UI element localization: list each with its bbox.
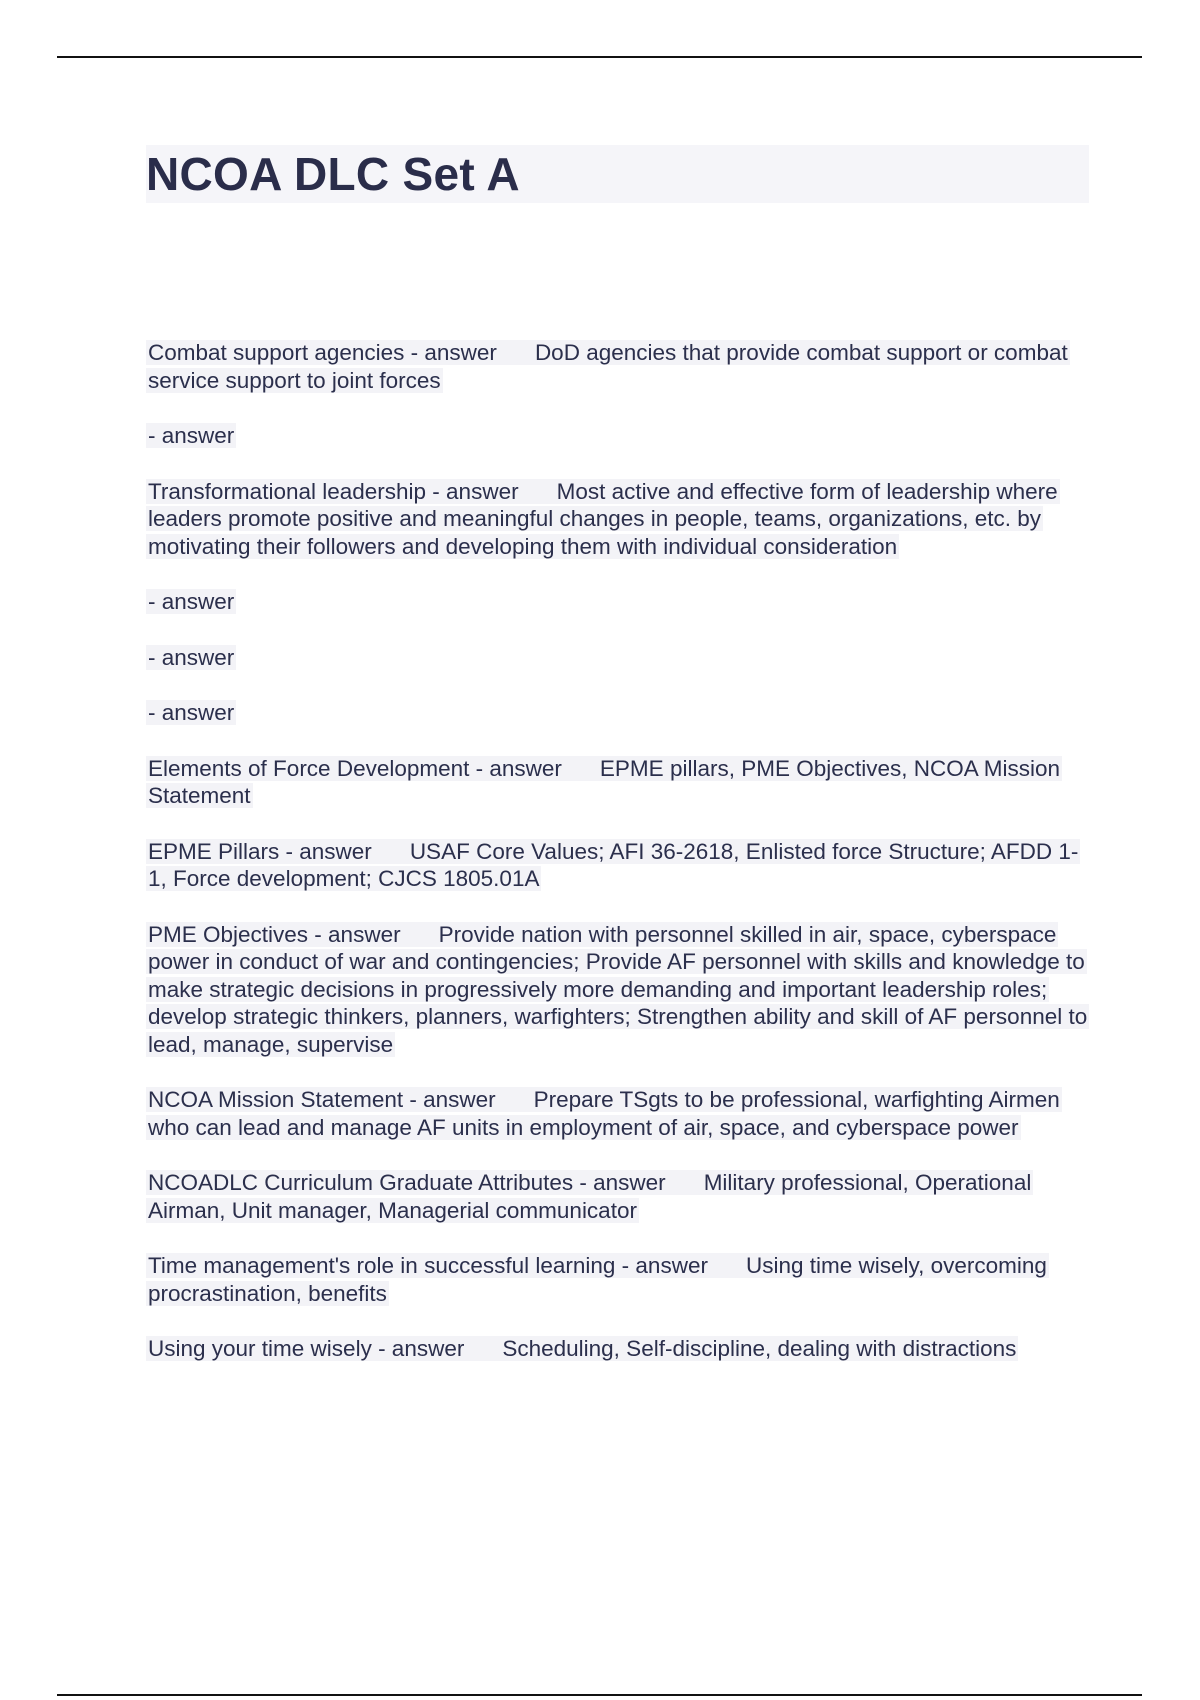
top-rule	[57, 56, 1142, 58]
entry-term: Elements of Force Development - answer	[148, 755, 562, 781]
entry-term: Using your time wisely - answer	[148, 1336, 465, 1361]
flashcard-entry	[146, 588, 1091, 616]
entry-definition: Provide nation with personnel skilled in air, space, cyberspace power in conduct of war and contingencies; Provide AF personnel with skills and knowledge to make strategic decisions in progressively more demanding and important leadership roles; develop strategic thinkers, planners, warfighters; Strengthen ability and skill of AF personnel to lead, manage, supervise	[148, 921, 1088, 1057]
entry-definition: EPME pillars, PME Objectives, NCOA Mission Statement	[148, 755, 1061, 808]
flashcard-entry	[146, 478, 1091, 561]
entry-term: Combat support agencies - answer	[148, 340, 497, 365]
entry-definition: Using time wisely, overcoming procrastination, benefits	[148, 1253, 1047, 1306]
flashcard-entry	[146, 1169, 1091, 1224]
entry-term: - answer	[148, 700, 235, 725]
flashcard-entry	[146, 1252, 1091, 1307]
entry-term: - answer	[148, 423, 235, 448]
flashcard-entry	[146, 699, 1091, 727]
flashcard-entry	[146, 921, 1091, 1059]
page-title: NCOA DLC Set A	[146, 145, 1089, 203]
entry-term: Time management's role in successful learning - answer	[148, 1253, 708, 1278]
flashcard-list	[146, 339, 1091, 1391]
entry-term: - answer	[148, 589, 235, 614]
entry-term: PME Objectives - answer	[148, 921, 401, 947]
entry-term: NCOADLC Curriculum Graduate Attributes - answer	[148, 1170, 666, 1195]
entry-definition: USAF Core Values; AFI 36-2618, Enlisted force Structure; AFDD 1-1, Force development; CJCS 1805.01A	[148, 838, 1079, 891]
entry-term: EPME Pillars - answer	[148, 838, 372, 864]
flashcard-entry	[146, 422, 1091, 450]
entry-definition: Scheduling, Self-discipline, dealing with distractions	[502, 1336, 1017, 1361]
entry-term: - answer	[148, 644, 235, 670]
entry-definition: Military professional, Operational Airman, Unit manager, Managerial communicator	[148, 1170, 1032, 1223]
entry-term: Transformational leadership - answer	[148, 478, 519, 504]
entry-definition: DoD agencies that provide combat support or combat service support to joint forces	[148, 340, 1068, 393]
entry-definition: Most active and effective form of leadership where leaders promote positive and meaningful changes in people, teams, organizations, etc. by motivating their followers and developing them with individual consideration	[148, 478, 1058, 559]
entry-term: NCOA Mission Statement - answer	[148, 1087, 496, 1112]
flashcard-entry	[146, 1335, 1091, 1363]
entry-definition: Prepare TSgts to be professional, warfighting Airmen who can lead and manage AF units in employment of air, space, and cyberspace power	[148, 1087, 1060, 1140]
flashcard-entry	[146, 1086, 1091, 1141]
flashcard-entry	[146, 755, 1091, 810]
bottom-rule	[57, 1694, 1142, 1696]
flashcard-entry	[146, 838, 1091, 893]
flashcard-entry	[146, 644, 1091, 672]
flashcard-entry	[146, 339, 1091, 394]
